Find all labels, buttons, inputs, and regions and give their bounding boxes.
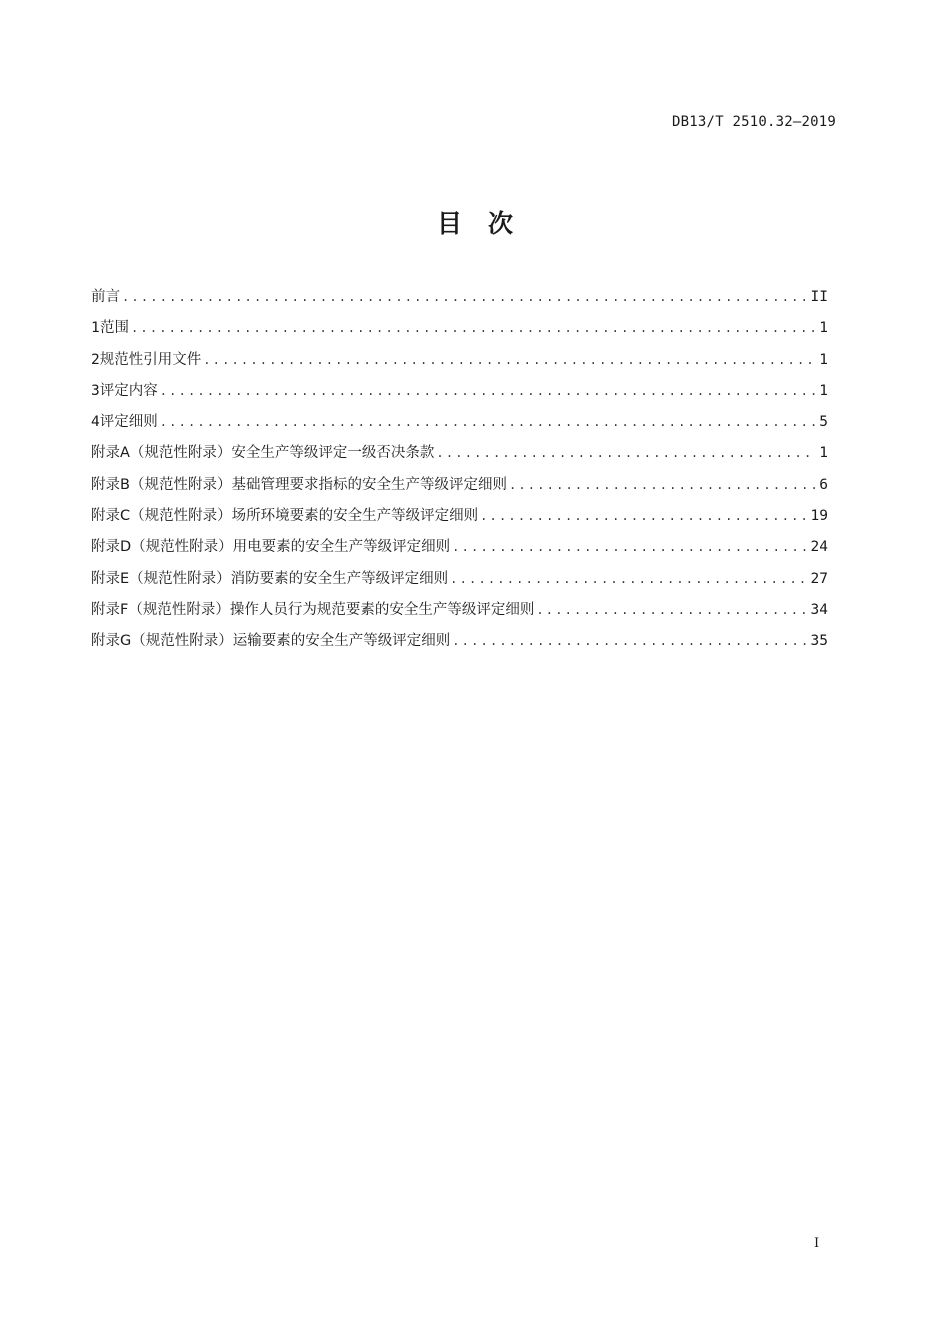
toc-entry-appendix-f[interactable] [91, 595, 828, 626]
toc-entry-normative-references[interactable] [91, 345, 828, 376]
toc-entry-appendix-g[interactable] [91, 626, 828, 657]
toc-dot-leader [509, 470, 815, 501]
toc-dot-leader [203, 345, 815, 376]
toc-dot-leader [436, 438, 815, 469]
toc-appendix-prefix: 附录E（规范性附录） [91, 570, 231, 587]
toc-entry-page: 1 [819, 445, 828, 462]
toc-entry-appendix-d[interactable] [91, 532, 828, 563]
toc-entry-page: 1 [819, 320, 828, 337]
document-code: DB13/T 2510.32—2019 [672, 114, 836, 130]
toc-appendix-prefix: 附录G（规范性附录） [91, 633, 233, 650]
toc-entry-foreword[interactable] [91, 282, 828, 313]
toc-entry-number: 1 [91, 320, 100, 337]
toc-entry-label: 规范性引用文件 [99, 351, 202, 368]
toc-entry-label: 范围 [99, 320, 129, 337]
toc-entry-page: 5 [819, 414, 828, 431]
toc-dot-leader [160, 407, 816, 438]
toc-entry-number: 2 [91, 351, 100, 368]
toc-dot-leader [452, 532, 806, 563]
toc-entry-page: 35 [810, 633, 828, 650]
toc-entry-page: 1 [819, 382, 828, 399]
toc-entry-label: 评定细则 [99, 414, 158, 431]
toc-entry-scope[interactable] [91, 313, 828, 344]
toc-entry-label: 运输要素的安全生产等级评定细则 [232, 633, 451, 650]
toc-title-char: 目 [436, 209, 462, 238]
toc-dot-leader [480, 501, 806, 532]
toc-entry-label: 操作人员行为规范要素的安全生产等级评定细则 [229, 601, 535, 618]
toc-entry-label: 消防要素的安全生产等级评定细则 [230, 570, 449, 587]
toc-appendix-prefix: 附录D（规范性附录） [91, 539, 233, 556]
toc-dot-leader [131, 313, 815, 344]
toc-entry-page: 1 [819, 351, 828, 368]
toc-entry-number: 3 [91, 382, 100, 399]
toc-entry-label: 用电要素的安全生产等级评定细则 [232, 539, 451, 556]
toc-entry-label: 前言 [91, 289, 120, 305]
toc-appendix-prefix: 附录C（规范性附录） [91, 508, 232, 525]
toc-entry-page: 34 [810, 601, 828, 618]
toc-entry-page: 24 [810, 539, 828, 556]
toc-entry-number: 4 [91, 414, 100, 431]
toc-entry-appendix-a[interactable] [91, 438, 828, 469]
toc-dot-leader [536, 595, 806, 626]
toc-entry-label: 评定内容 [99, 382, 158, 399]
toc-dot-leader [122, 282, 807, 313]
toc-entry-page: 27 [810, 570, 828, 587]
toc-entry-page: 19 [810, 508, 828, 525]
toc-entry-appendix-e[interactable] [91, 564, 828, 595]
page-number: I [814, 1236, 820, 1251]
toc-entry-label: 安全生产等级评定一级否决条款 [231, 445, 435, 462]
toc-entry-appendix-c[interactable] [91, 501, 828, 532]
toc-title [0, 204, 950, 240]
toc-dot-leader [160, 376, 816, 407]
toc-appendix-prefix: 附录A（规范性附录） [91, 445, 232, 462]
toc-entry-evaluation-content[interactable] [91, 376, 828, 407]
toc-list [91, 282, 828, 658]
toc-appendix-prefix: 附录B（规范性附录） [91, 476, 232, 493]
toc-entry-evaluation-rules[interactable] [91, 407, 828, 438]
toc-entry-page: II [810, 289, 828, 305]
toc-entry-label: 基础管理要求指标的安全生产等级评定细则 [231, 476, 507, 493]
toc-entry-label: 场所环境要素的安全生产等级评定细则 [231, 508, 479, 525]
toc-dot-leader [450, 564, 806, 595]
toc-title-char: 次 [488, 209, 514, 238]
toc-dot-leader [452, 626, 806, 657]
toc-appendix-prefix: 附录F（规范性附录） [91, 601, 230, 618]
toc-entry-page: 6 [819, 476, 828, 493]
toc-entry-appendix-b[interactable] [91, 470, 828, 501]
